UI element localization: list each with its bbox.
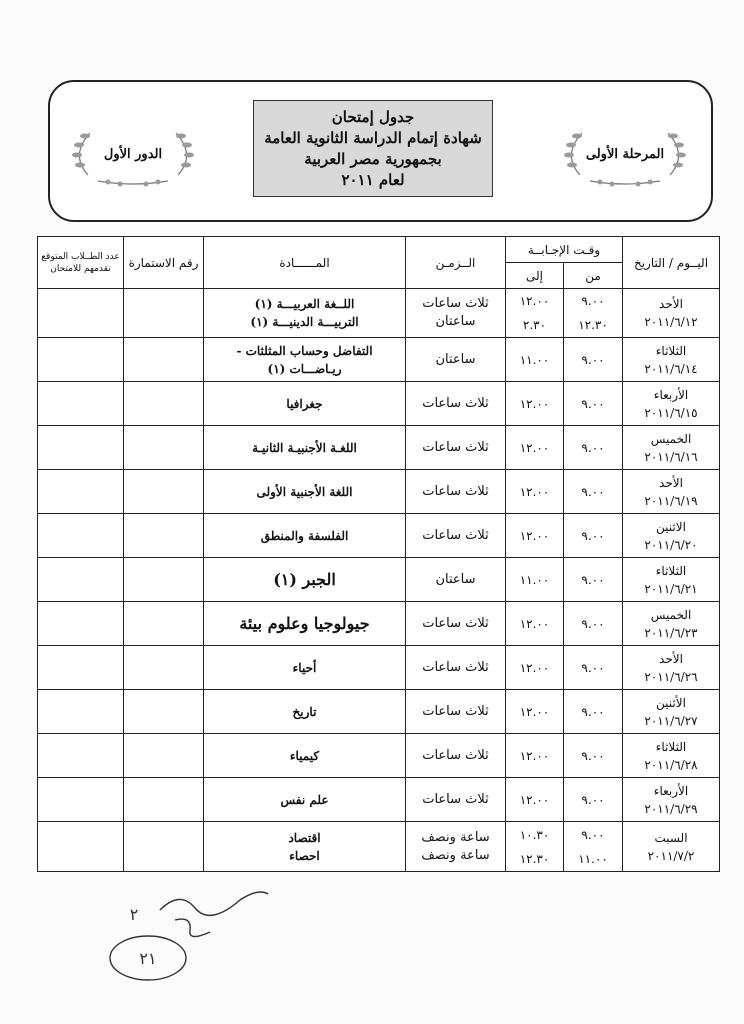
to-cell: [506, 646, 564, 690]
duration-cell: [406, 470, 506, 514]
duration-cell-line: ثلاث ساعات: [422, 395, 489, 411]
day-name: الخميس: [650, 431, 692, 446]
title-line: بجمهورية مصر العربية: [304, 149, 442, 168]
duration-cell-line: ثلاث ساعات: [422, 659, 489, 675]
to-cell-line: ١٢.٠٠: [519, 792, 550, 807]
form-no-cell: [124, 778, 204, 822]
duration-cell-line: ثلاث ساعات: [422, 615, 489, 631]
to-cell-line: ١٢.٠٠: [519, 748, 550, 763]
signature-mark: ٢: [129, 905, 139, 924]
subject-cell-line: جغرافيا: [286, 396, 323, 411]
from-cell-line: ٩.٠٠: [581, 484, 605, 499]
to-cell-line: ١٢.٣٠: [519, 851, 550, 866]
subject-cell-line: أحياء: [292, 660, 317, 675]
table-row: [38, 778, 720, 822]
to-cell-line: ١٢.٠٠: [519, 396, 550, 411]
subject-cell-line: اللغـة الأجنبيـة الثانيـة: [252, 440, 357, 455]
day-name: الاثنين: [656, 519, 686, 534]
from-cell: [564, 690, 623, 734]
from-cell-line: ٩.٠٠: [581, 660, 605, 675]
exam-date: ٢٠١١/٦/٢٦: [644, 669, 698, 684]
from-cell: [564, 778, 623, 822]
day-date-cell: [623, 690, 720, 734]
to-cell-line: ٢.٣٠: [522, 318, 547, 332]
day-name: الثلاثاء: [655, 563, 687, 578]
subject-cell-line: الجبر (١): [273, 569, 336, 589]
subject-cell-line: الفلسفة والمنطق: [260, 528, 349, 543]
from-cell: [564, 338, 623, 382]
subject-cell-line: اللغة الأجنبية الأولى: [256, 484, 353, 499]
header-form-no: رقم الاستمارة: [124, 237, 204, 289]
to-cell-line: ١٢.٠٠: [519, 440, 550, 455]
subject-cell: [204, 690, 406, 734]
to-cell-line: ١٢.٠٠: [519, 294, 550, 308]
from-cell-line: ٩.٠٠: [581, 827, 605, 842]
from-cell-line: ٩.٠٠: [581, 572, 605, 587]
exam-date: ٢٠١١/٦/٢٨: [644, 757, 698, 772]
form-no-cell: [124, 426, 204, 470]
subject-cell-line: اقتصاد: [288, 830, 321, 845]
exam-date: ٢٠١١/٦/١٦: [644, 449, 698, 464]
subject-cell: [204, 470, 406, 514]
students-cell: [38, 382, 124, 426]
to-cell: [506, 470, 564, 514]
day-date-cell: [623, 734, 720, 778]
form-no-cell: [124, 289, 204, 338]
day-name: الأحد: [659, 651, 683, 666]
table-row: [38, 558, 720, 602]
day-date-cell: [623, 558, 720, 602]
from-cell-line: ٩.٠٠: [581, 528, 605, 543]
duration-cell-line: ساعتان: [435, 351, 476, 367]
exam-date: ٢٠١١/٦/١٥: [644, 405, 698, 420]
to-cell-line: ١٢.٠٠: [519, 484, 550, 499]
from-cell: [564, 602, 623, 646]
form-no-cell: [124, 646, 204, 690]
students-cell: [38, 602, 124, 646]
day-date-cell: [623, 338, 720, 382]
subject-cell-line: كيمياء: [289, 748, 320, 763]
to-cell-line: ١٢.٠٠: [519, 660, 550, 675]
students-cell: [38, 778, 124, 822]
table-row: [38, 470, 720, 514]
from-cell-line: ١١.٠٠: [578, 851, 608, 866]
day-date-cell: [623, 646, 720, 690]
students-cell: [38, 646, 124, 690]
subject-cell: [204, 514, 406, 558]
title-box: [253, 100, 493, 197]
form-no-cell: [124, 338, 204, 382]
day-date-cell: [623, 602, 720, 646]
table-row: [38, 338, 720, 382]
stage-badge: [560, 125, 690, 187]
duration-cell-line: ثلاث ساعات: [422, 483, 489, 499]
duration-cell-line: ثلاث ساعات: [422, 527, 489, 543]
signature-number: ٢١: [139, 949, 157, 968]
to-cell-line: ١٢.٠٠: [519, 528, 550, 543]
from-cell-line: ٩.٠٠: [581, 440, 605, 455]
subject-cell: [204, 646, 406, 690]
day-date-cell: [623, 382, 720, 426]
day-name: الخميس: [650, 607, 692, 622]
form-no-cell: [124, 514, 204, 558]
header-students: عدد الطــلاب المتوقع تقدمهم للامتحان: [38, 237, 124, 289]
day-date-cell: [623, 470, 720, 514]
subject-cell: [204, 734, 406, 778]
students-cell: [38, 822, 124, 872]
duration-cell-line: ثلاث ساعات: [422, 296, 489, 311]
to-cell-line: ١٢.٠٠: [519, 616, 550, 631]
students-cell: [38, 558, 124, 602]
students-cell: [38, 690, 124, 734]
table-row: [38, 426, 720, 470]
day-date-cell: [623, 778, 720, 822]
day-name: الأربعاء: [653, 387, 689, 402]
to-cell: [506, 734, 564, 778]
to-cell-line: ١١.٠٠: [519, 572, 550, 587]
header-subject: المــــــادة: [204, 237, 406, 289]
duration-cell-line: ساعتان: [435, 571, 476, 587]
duration-cell: [406, 602, 506, 646]
subject-cell: [204, 558, 406, 602]
to-cell: [506, 690, 564, 734]
subject-cell-line: علم نفس: [280, 792, 329, 807]
round-badge: [68, 125, 198, 187]
subject-cell: [204, 338, 406, 382]
day-name: السبت: [654, 830, 688, 845]
title-line: جدول إمتحان: [331, 107, 415, 126]
exam-date: ٢٠١١/٦/٢٩: [644, 801, 698, 816]
from-cell: [564, 734, 623, 778]
day-name: الأحد: [659, 297, 683, 311]
subject-cell-line: التربيـــة الدينيـــة (١): [250, 315, 359, 329]
duration-cell: [406, 822, 506, 872]
form-no-cell: [124, 602, 204, 646]
from-cell-line: ٩.٠٠: [581, 748, 605, 763]
from-cell-line: ٩.٠٠: [581, 294, 605, 308]
day-date-cell: [623, 822, 720, 872]
duration-cell: [406, 426, 506, 470]
stage-label: المرحلة الأولى: [585, 147, 665, 162]
from-cell: [564, 289, 623, 338]
exam-date: ٢٠١١/٦/٢٠: [644, 537, 698, 552]
header-day-date: اليــوم / التاريخ: [623, 237, 720, 289]
header-from: من: [564, 263, 623, 289]
exam-schedule-table: [37, 236, 720, 872]
subject-cell: [204, 778, 406, 822]
day-name: الأثنين: [656, 695, 686, 710]
exam-date: ٢٠١١/٦/١٢: [644, 315, 698, 329]
table-row: [38, 822, 720, 872]
title-line: شهادة إتمام الدراسة الثانوية العامة: [264, 128, 482, 147]
from-cell: [564, 646, 623, 690]
form-no-cell: [124, 690, 204, 734]
table-row: [38, 646, 720, 690]
table-row: [38, 514, 720, 558]
duration-cell: [406, 646, 506, 690]
duration-cell: [406, 558, 506, 602]
exam-date: ٢٠١١/٦/١٩: [644, 493, 698, 508]
header-answer-time: وقـت الإجـابــة: [506, 237, 623, 263]
duration-cell: [406, 382, 506, 426]
subject-cell-line: احصاء: [289, 848, 320, 863]
subject-cell-line: التفاضل وحساب المثلثات -: [236, 343, 373, 358]
from-cell-line: ١٢.٣٠: [578, 318, 608, 332]
to-cell: [506, 289, 564, 338]
duration-cell: [406, 690, 506, 734]
header-to: إلى: [506, 263, 564, 289]
form-no-cell: [124, 822, 204, 872]
table-row: [38, 289, 720, 338]
from-cell: [564, 470, 623, 514]
title-line: لعام ٢٠١١: [341, 170, 405, 189]
signature: [100, 880, 270, 990]
students-cell: [38, 338, 124, 382]
duration-cell: [406, 338, 506, 382]
duration-cell-line: ساعة ونصف: [421, 829, 490, 845]
to-cell: [506, 514, 564, 558]
to-cell: [506, 382, 564, 426]
from-cell-line: ٩.٠٠: [581, 396, 605, 411]
subject-cell: [204, 289, 406, 338]
form-no-cell: [124, 734, 204, 778]
table-row: [38, 382, 720, 426]
subject-cell: [204, 382, 406, 426]
subject-cell-line: اللــغة العربيـــة (١): [254, 297, 355, 311]
duration-cell: [406, 289, 506, 338]
form-no-cell: [124, 558, 204, 602]
subject-cell: [204, 426, 406, 470]
day-name: الثلاثاء: [655, 343, 687, 358]
to-cell: [506, 558, 564, 602]
table-row: [38, 602, 720, 646]
from-cell-line: ٩.٠٠: [581, 616, 605, 631]
duration-cell-line: ساعة ونصف: [421, 847, 490, 863]
subject-cell: [204, 602, 406, 646]
subject-cell-line: تاريخ: [292, 704, 317, 719]
exam-date: ٢٠١١/٦/٢١: [644, 581, 698, 596]
students-cell: [38, 734, 124, 778]
students-cell: [38, 426, 124, 470]
to-cell: [506, 602, 564, 646]
duration-cell: [406, 514, 506, 558]
to-cell: [506, 778, 564, 822]
duration-cell-line: ثلاث ساعات: [422, 703, 489, 719]
from-cell: [564, 514, 623, 558]
table-row: [38, 690, 720, 734]
from-cell-line: ٩.٠٠: [581, 704, 605, 719]
to-cell-line: ١٢.٠٠: [519, 704, 550, 719]
exam-date: ٢٠١١/٦/٢٣: [644, 625, 698, 640]
from-cell: [564, 426, 623, 470]
exam-date: ٢٠١١/٦/١٤: [644, 361, 698, 376]
day-date-cell: [623, 514, 720, 558]
subject-cell-line: جيولوجيا وعلوم بيئة: [239, 613, 370, 633]
duration-cell: [406, 778, 506, 822]
to-cell: [506, 338, 564, 382]
from-cell-line: ٩.٠٠: [581, 352, 605, 367]
duration-cell-line: ساعتان: [435, 314, 476, 329]
day-name: الثلاثاء: [655, 739, 687, 754]
day-name: الأحد: [659, 475, 683, 490]
table-body: [38, 289, 720, 872]
subject-cell: [204, 822, 406, 872]
round-label: الدور الأول: [103, 147, 163, 162]
exam-date: ٢٠١١/٧/٢: [647, 848, 695, 863]
day-date-cell: [623, 426, 720, 470]
day-name: الأربعاء: [653, 783, 689, 798]
duration-cell-line: ثلاث ساعات: [422, 439, 489, 455]
duration-cell-line: ثلاث ساعات: [422, 791, 489, 807]
header-duration: الــزمـن: [406, 237, 506, 289]
subject-cell-line: ريـاضـــات (١): [267, 361, 342, 376]
duration-cell-line: ثلاث ساعات: [422, 747, 489, 763]
to-cell-line: ١٠.٣٠: [519, 827, 550, 842]
to-cell: [506, 822, 564, 872]
students-cell: [38, 470, 124, 514]
from-cell: [564, 382, 623, 426]
table-row: [38, 734, 720, 778]
form-no-cell: [124, 470, 204, 514]
to-cell-line: ١١.٠٠: [519, 352, 550, 367]
from-cell: [564, 558, 623, 602]
day-date-cell: [623, 289, 720, 338]
form-no-cell: [124, 382, 204, 426]
students-cell: [38, 514, 124, 558]
from-cell-line: ٩.٠٠: [581, 792, 605, 807]
exam-date: ٢٠١١/٦/٢٧: [644, 713, 698, 728]
from-cell: [564, 822, 623, 872]
duration-cell: [406, 734, 506, 778]
to-cell: [506, 426, 564, 470]
students-cell: [38, 289, 124, 338]
